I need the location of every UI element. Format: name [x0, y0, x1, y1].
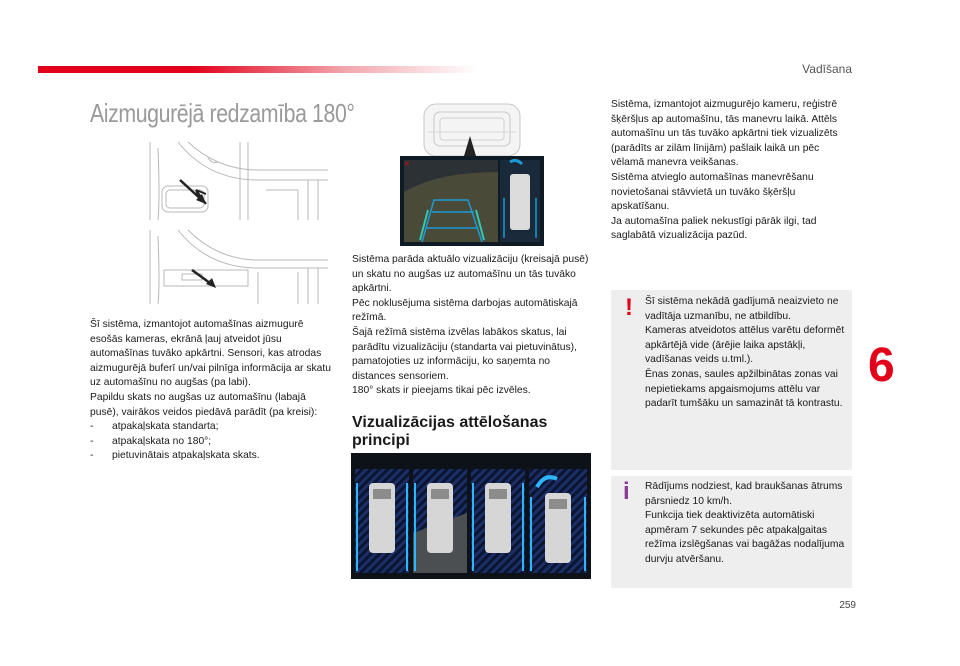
left-column-text — [90, 318, 332, 464]
screen-4 — [529, 469, 587, 573]
list-item: - pietuvinātais atpakaļskata skats. — [90, 450, 260, 462]
right-paragraph-1: Sistēma, izmantojot aizmugurējo kameru, reģistrē šķēršļus ap automašīnu, tās manevru laikā. Attēls automašīnu un tās tuvāko apkārtni tiek vizualizēts (parādīts ar zilām līnijām) pašlaik laikā un pēc vēlamā manevra veikšanas. — [611, 99, 838, 169]
left-paragraph-2: Papildu skats no augšas uz automašīnu (labajā pusē), vairākos veidos piedāvā parādīt (pa kreisi): — [90, 391, 318, 418]
van-rear-illustration-bottom — [148, 226, 330, 306]
right-paragraph-3: Ja automašīna paliek nekustīgi pārāk ilgi, tad saglabātā vizualizācija pazūd. — [611, 215, 817, 242]
middle-column-text — [352, 253, 592, 399]
left-paragraph-1: Šī sistēma, izmantojot automašīnas aizmugurē esošās kameras, ekrānā ļauj atveidot jūsu automašīnas tuvāko apkārtni. Sensori, kas atrodas aizmugurējā buferī un/vai pilnīga informācija ar skatu uz automašīnu no augšas (pa labi). — [90, 319, 331, 389]
list-item: - atpakaļskata no 180°; — [90, 435, 212, 447]
van-rear-illustration-top — [148, 140, 330, 222]
info-paragraph-2: Funkcija tiek deaktivizēta automātiski apmēram 7 sekundes pēc atpakaļgaitas režīma izslēgšanas vai bagāžas nodalījuma durvju atvēršanu. — [645, 510, 845, 565]
dashboard-display-illustration — [398, 102, 546, 248]
warning-text — [645, 295, 849, 412]
header-accent-bar — [38, 66, 478, 73]
warning-icon: ! — [625, 294, 633, 321]
svg-text:✕: ✕ — [404, 161, 410, 168]
warning-paragraph-1: Šī sistēma nekādā gadījumā neaizvieto ne vadītāja uzmanību, ne atbildību. — [645, 296, 839, 322]
middle-paragraph-2: Pēc noklusējuma sistēma darbojas automātiskajā režīmā. — [352, 297, 578, 324]
right-column-text — [611, 98, 851, 244]
section-heading: Vizualizācijas attēlošanas principi — [352, 414, 548, 449]
screen-2 — [413, 469, 467, 573]
warning-paragraph-2: Kameras atveidotos attēlus varētu deformēt apkārtējā vide (ārējie laika apstākļi, vadīšanas veids u.tml.). — [645, 325, 845, 366]
middle-paragraph-1: Sistēma parāda aktuālo vizualizāciju (kreisajā pusē) un skatu no augšas uz automašīnu un tās tuvāko apkārtni. — [352, 254, 589, 295]
page-title: Aizmugurējā redzamība 180° — [90, 98, 355, 128]
list-item: - atpakaļskata standarta; — [90, 421, 219, 433]
info-text — [645, 480, 849, 568]
screen-3 — [471, 469, 525, 573]
middle-paragraph-3: Šajā režīmā sistēma izvēlas labākos skatus, lai parādītu vizualizāciju (standarta vai pietuvinātus), pamatojoties uz informāciju, ko saņemta no distances sensoriem. — [352, 326, 577, 382]
warning-box — [611, 290, 852, 470]
section-title: Vadīšana — [802, 62, 852, 76]
chapter-number: 6 — [868, 339, 895, 392]
info-paragraph-1: Rādījums nodziest, kad braukšanas ātrums pārsniedz 10 km/h. — [645, 481, 843, 507]
right-paragraph-2: Sistēma atvieglo automašīnas manevrēšanu novietošanai stāvvietā un tuvāko šķēršļu apskatīšanu. — [611, 171, 814, 213]
info-box — [611, 476, 852, 588]
middle-paragraph-4: 180° skats ir pieejams tikai pēc izvēles. — [352, 385, 531, 397]
screen-1 — [355, 469, 409, 573]
top-view-screens-illustration — [351, 453, 591, 579]
page-number: 259 — [839, 600, 856, 611]
info-icon: i — [623, 478, 630, 505]
warning-paragraph-3: Ēnas zonas, saules apžilbinātas zonas vai nepietiekams apgaismojums attēlu var padarīt tumšāku un samazināt tā kontrastu. — [645, 368, 843, 410]
